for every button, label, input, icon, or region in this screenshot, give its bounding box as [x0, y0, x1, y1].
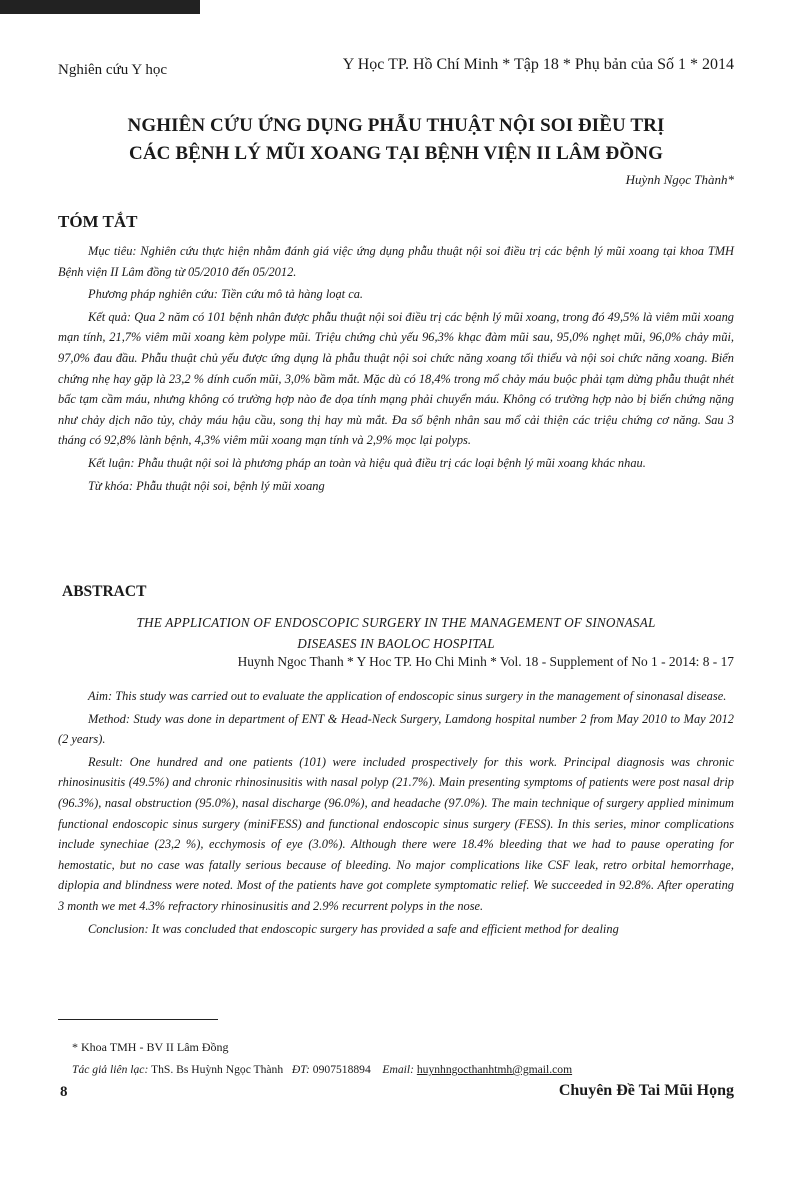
abstract-body [58, 686, 734, 939]
journal-citation-header: Y Học TP. Hồ Chí Minh * Tập 18 * Phụ bản của Số 1 * 2014 [342, 56, 734, 73]
phuongphap-text: Tiền cứu mô tả hàng loạt ca. [217, 287, 364, 302]
ketqua-text: Qua 2 năm có 101 bệnh nhân được phẫu thuật nội soi điều trị các bệnh lý mũi xoang, trong đó 49,5% là viêm mũi xoang mạn tính, 21,7% viêm mũi xoang kèm polype mũi. Triệu chứng chủ yếu 96,3% khạc đàm mũi sau, 95,0% nghẹt mũi, 96,0% chảy mũi, 97,0% đau đầu. Phẫu thuật chủ yếu được ứng dụng là phẫu thuật nội soi chức năng xoang tối thiểu và nội soi chức năng xoang. Biến chứng nhẹ hay gặp là 23,2 % dính cuốn mũi, 3,0% bầm mắt. Mặc dù có 18,4% trong mổ chảy máu buộc phải tạm dừng phẫu thuật nhét bấc tạm cầm máu, nhưng không có trường hợp nào đe dọa tính mạng phải chuyển máu. Không có trường hợp nào bị biến chứng nặng như chảy dịch não tủy, chảy máu hậu cầu, song thị hay mù mắt. Đa số bệnh nhân sau mổ cải thiện các triệu chứng cơ năng. Sau 3 tháng có 92,8% lành bệnh, 4,3% viêm mũi xoang mạn tính và 2,9% mọc lại polyps. [58, 309, 734, 448]
running-header [58, 56, 734, 82]
conclusion-paragraph [58, 919, 734, 940]
aim-paragraph [58, 686, 734, 707]
ketluan-label: Kết luận: [88, 455, 135, 470]
email-label: Email: [382, 1063, 414, 1076]
method-label: Method: [88, 711, 130, 726]
aim-text: This study was carried out to evaluate the application of endoscopic sinus surgery in the management of sinonasal disease. [112, 689, 727, 703]
phone-label: ĐT: [291, 1063, 310, 1076]
contact-name: ThS. Bs Huỳnh Ngọc Thành [148, 1063, 284, 1076]
phuongphap-label: Phương pháp nghiên cứu: [88, 287, 218, 302]
footnote-affiliation: * Khoa TMH - BV II Lâm Đồng [72, 1040, 229, 1054]
article-title [58, 112, 734, 168]
ketluan-paragraph [58, 453, 734, 474]
muctieu-paragraph [58, 241, 734, 282]
tomtat-heading: TÓM TẮT [58, 212, 138, 231]
title-line-2: CÁC BỆNH LÝ MŨI XOANG TẠI BỆNH VIỆN II LÂM ĐỒNG [129, 143, 663, 164]
scan-edge-mark [0, 0, 200, 14]
abstract-heading: ABSTRACT [62, 583, 147, 600]
method-text: Study was done in department of ENT & Head-Neck Surgery, Lamdong hospital number 2 from May 2010 to May 2012 (2 years). [58, 711, 734, 747]
abstract-title-line-1: THE APPLICATION OF ENDOSCOPIC SURGERY IN THE MANAGEMENT OF SINONASAL [136, 615, 656, 630]
phuongphap-paragraph [58, 284, 734, 305]
author-name: Huỳnh Ngọc Thành* [625, 172, 734, 187]
result-paragraph [58, 752, 734, 917]
contact-label: Tác giả liên lạc: [72, 1063, 149, 1076]
title-line-1: NGHIÊN CỨU ỨNG DỤNG PHẪU THUẬT NỘI SOI ĐIỀU TRỊ [127, 115, 665, 136]
tukhoa-paragraph [58, 476, 734, 497]
ketluan-text: Phẫu thuật nội soi là phương pháp an toàn và hiệu quả điều trị các loại bệnh lý mũi xoang khác nhau. [134, 455, 646, 470]
section-label: Nghiên cứu Y học [58, 62, 168, 78]
result-text: One hundred and one patients (101) were included prospectively for this work. Principal diagnosis was chronic rhinosinusitis (49.5%) and chronic rhinosinusitis with nasal polyp (21.7%). Main presenting symptoms of patients were post nasal drip (96.3%), nasal obstruction (95.0%), nasal discharge (96.0%), and headache (97.0%). The main technique of surgery applied minimum functional endoscopic sinus surgery (miniFESS) and functional endoscopic sinus surgery (FESS). In this series, minor complications include synechiae (23,2 %), ecchymosis of eye (3.0%). Although there were 18.4% bleeding that we had to pause operating for hemostatic, but no case was fatally serious because of bleeding. No major complications like CSF leak, retro orbital hemorrhage, diplopia and blindness were noted. Most of the patients have got complete symptomatic relief. We succeeded in 92.8%. After operating 3 month we met 4.3% refractory rhinosinusitis and 2.9% recurrent polyps in the nose. [58, 754, 734, 913]
abstract-title-line-2: DISEASES IN BAOLOC HOSPITAL [297, 636, 495, 651]
abstract-title [58, 612, 734, 654]
series-title: Chuyên Đề Tai Mũi Họng [558, 1082, 734, 1099]
ketqua-paragraph [58, 307, 734, 451]
ketqua-label: Kết quả: [88, 309, 132, 324]
aim-label: Aim: [88, 689, 113, 703]
conclusion-label: Conclusion: [88, 921, 149, 936]
method-paragraph [58, 709, 734, 750]
muctieu-text: Nghiên cứu thực hiện nhằm đánh giá việc ứng dụng phẫu thuật nội soi điều trị các bệnh lý mũi xoang tại khoa TMH Bệnh viện II Lâm đồng từ 05/2010 đến 05/2012. [58, 244, 734, 279]
tomtat-body [58, 241, 734, 496]
email-link[interactable]: huynhngocthanhtmh@gmail.com [416, 1063, 573, 1076]
tukhoa-text: Phẫu thuật nội soi, bệnh lý mũi xoang [132, 478, 325, 493]
tukhoa-label: Từ khóa: [88, 478, 133, 493]
result-label: Result: [88, 754, 124, 769]
conclusion-text: It was concluded that endoscopic surgery has provided a safe and efficient method for dealing [148, 921, 619, 936]
page-number: 8 [60, 1084, 68, 1100]
phone-number: 0907518894 [309, 1063, 371, 1076]
footnote-contact [72, 1063, 734, 1076]
footnote-divider [58, 1019, 218, 1020]
muctieu-label: Mục tiêu: [88, 244, 137, 258]
abstract-citation: Huynh Ngoc Thanh * Y Hoc TP. Ho Chi Minh * Vol. 18 - Supplement of No 1 - 2014: 8 - 17 [237, 654, 734, 669]
